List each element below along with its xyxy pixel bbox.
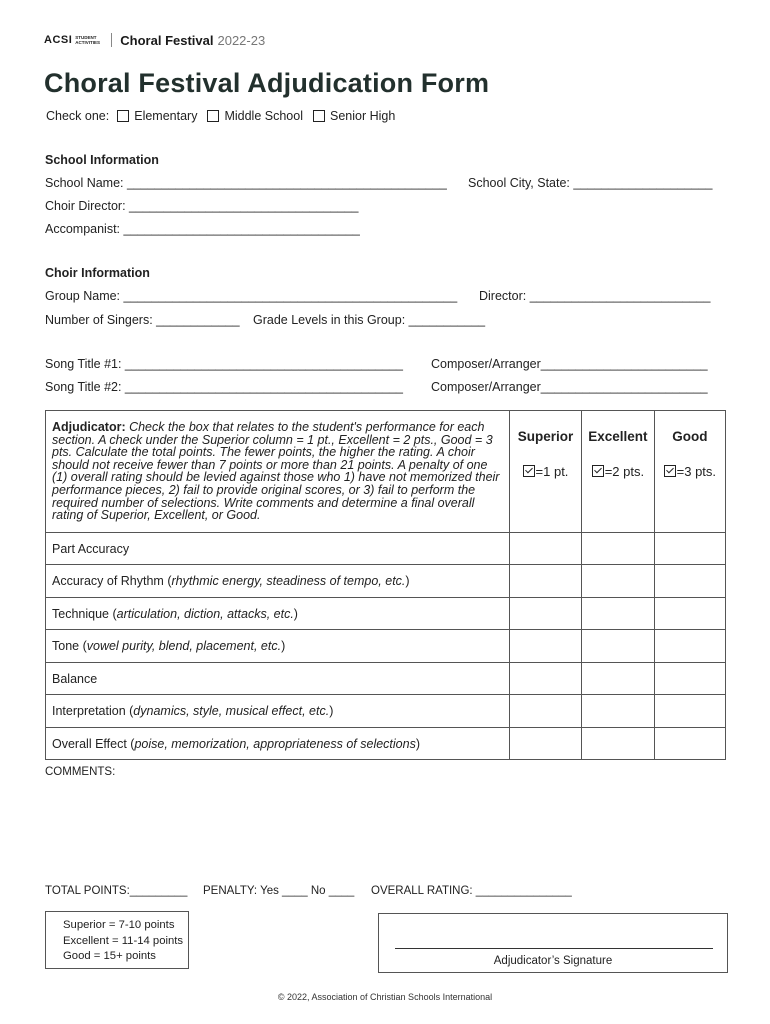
adjudication-table [45,410,726,760]
score-cell-good[interactable] [654,662,725,695]
score-cell-superior[interactable] [509,532,581,565]
option-middle-school[interactable] [207,109,303,123]
criterion-label: Balance [46,662,510,695]
grade-levels-field[interactable]: Grade Levels in this Group: ___________ [253,313,486,327]
table-row [46,662,726,695]
total-points-field[interactable]: TOTAL POINTS:_________ [45,885,188,897]
choir-director-field[interactable]: Choir Director: _________________________________ [45,199,359,213]
instructions-text: Check the box that relates to the student's performance for each section. A check under the Superior column = 1 pt., Excellent = 2 pts., Good = 3 pts. Calculate the total points. The fewer points, the higher the rating. A choir should not receive fewer than 7 points or more than 21 points. A penalty of one (1) overall rating should be levied against those who 1) have not memorized their performance pieces, 2) fail to provide original scores, or 3) fail to perform the required number of selections. Write comments and determine a final overall rating of Superior, Excellent, or Good. [52,420,500,523]
penalty-field[interactable]: PENALTY: Yes ____ No ____ [203,885,355,897]
rating-scale-excellent: Excellent = 11-14 points [63,934,184,947]
option-label: Senior High [329,109,396,123]
comments-label: COMMENTS: [45,766,116,778]
score-cell-superior[interactable] [509,662,581,695]
table-row [46,630,726,663]
checkbox-checked-icon [523,465,535,477]
option-senior-high[interactable] [313,109,395,123]
table-row [46,727,726,760]
criterion-label: Accuracy of Rhythm (rhythmic energy, steadiness of tempo, etc.) [46,565,510,598]
form-title: Choral Festival Adjudication Form [44,68,490,98]
choir-info-heading: Choir Information [45,266,150,280]
column-superior [509,411,581,533]
footer-copyright: © 2022, Association of Christian Schools International [277,992,493,1002]
column-points: =2 pts. [604,464,645,479]
table-row [46,695,726,728]
score-cell-excellent[interactable] [582,695,655,728]
table-row [46,597,726,630]
header-year: 2022-23 [217,32,266,48]
number-of-singers-field[interactable]: Number of Singers: ____________ [45,313,240,327]
accompanist-field[interactable]: Accompanist: __________________________________ [45,222,360,236]
score-cell-superior[interactable] [509,565,581,598]
score-cell-good[interactable] [654,597,725,630]
table-header-row [46,411,726,533]
check-one-row [46,109,405,123]
rating-scale-box [45,911,189,969]
column-excellent [582,411,655,533]
checkbox-checked-icon [592,465,604,477]
criterion-label: Tone (vowel purity, blend, placement, etc.) [46,630,510,663]
score-cell-superior[interactable] [509,597,581,630]
signature-line [395,948,713,949]
school-info-heading: School Information [45,153,159,167]
score-cell-excellent[interactable] [582,727,655,760]
column-points: =1 pt. [535,464,569,479]
score-cell-good[interactable] [654,532,725,565]
score-cell-excellent[interactable] [582,532,655,565]
overall-rating-field[interactable]: OVERALL RATING: _______________ [371,885,572,897]
criterion-label: Technique (articulation, diction, attacks, etc.) [46,597,510,630]
score-cell-excellent[interactable] [582,630,655,663]
director-field[interactable]: Director: __________________________ [479,289,711,303]
score-cell-excellent[interactable] [582,662,655,695]
score-cell-good[interactable] [654,727,725,760]
option-label: Elementary [134,109,198,123]
school-name-field[interactable]: School Name: ______________________________________________ [45,176,447,190]
check-one-label: Check one: [46,109,110,123]
score-cell-good[interactable] [654,630,725,663]
criterion-label: Part Accuracy [46,532,510,565]
score-cell-excellent[interactable] [582,597,655,630]
column-name: Good [672,429,708,444]
score-cell-superior[interactable] [509,630,581,663]
song-title-2-field[interactable]: Song Title #2: ________________________________________ [45,380,403,394]
score-cell-superior[interactable] [509,695,581,728]
checkbox-checked-icon [664,465,676,477]
column-name: Superior [517,429,574,444]
header-divider [111,33,112,47]
instructions-cell [46,411,510,533]
criterion-label: Interpretation (dynamics, style, musical effect, etc.) [46,695,510,728]
score-cell-good[interactable] [654,695,725,728]
composer-2-field[interactable]: Composer/Arranger________________________ [431,380,708,394]
checkbox-senior-high[interactable] [313,110,325,122]
acsi-logo: ACSI [44,34,73,46]
instructions-label: Adjudicator: [52,420,126,434]
table-row [46,565,726,598]
rating-scale-superior: Superior = 7-10 points [63,919,175,931]
score-cell-good[interactable] [654,565,725,598]
signature-box[interactable] [378,913,728,973]
column-good [654,411,725,533]
student-activities-logo: STUDENT ACTIVITIES [75,35,101,45]
header [44,29,265,51]
column-name: Excellent [588,429,648,444]
checkbox-elementary[interactable] [117,110,129,122]
school-city-field[interactable]: School City, State: ____________________ [468,176,713,190]
option-elementary[interactable] [117,109,197,123]
column-points: =3 pts. [676,464,717,479]
signature-label: Adjudicator’s Signature [493,955,613,967]
score-cell-excellent[interactable] [582,565,655,598]
checkbox-middle-school[interactable] [207,110,219,122]
composer-1-field[interactable]: Composer/Arranger________________________ [431,357,708,371]
score-cell-superior[interactable] [509,727,581,760]
table-row [46,532,726,565]
group-name-field[interactable]: Group Name: ________________________________________________ [45,289,458,303]
criterion-label: Overall Effect (poise, memorization, appropriateness of selections) [46,727,510,760]
option-label: Middle School [224,109,303,123]
rating-scale-good: Good = 15+ points [63,950,156,963]
song-title-1-field[interactable]: Song Title #1: ________________________________________ [45,357,403,371]
header-title: Choral Festival [120,32,214,48]
